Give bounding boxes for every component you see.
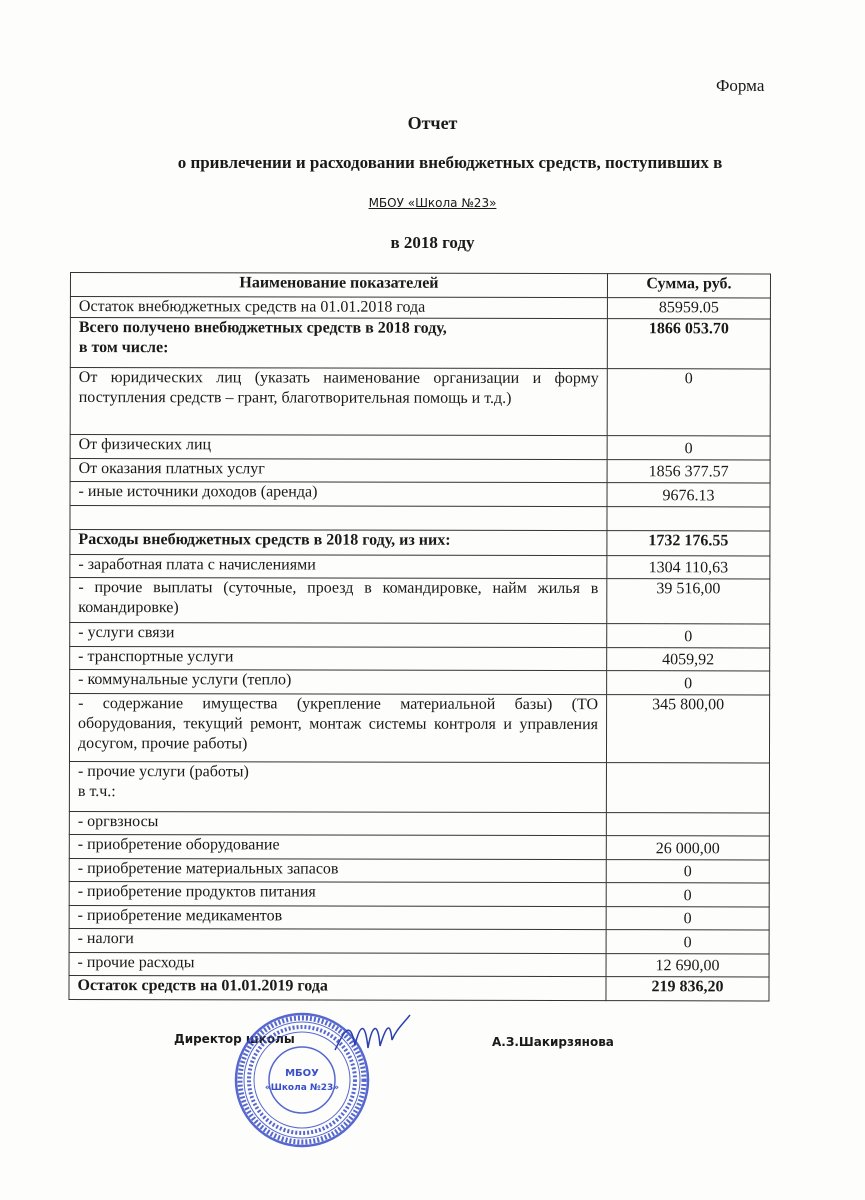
table-row (70, 368, 770, 436)
row-label: - налоги (69, 928, 606, 953)
table-row (70, 482, 770, 507)
table-row (70, 578, 770, 624)
table-row (69, 762, 769, 813)
column-header-amount: Сумма, руб. (607, 274, 770, 298)
row-amount: 1304 110,63 (607, 556, 770, 579)
row-amount: 0 (607, 671, 770, 695)
row-amount: 12 690,00 (606, 954, 769, 977)
report-table (68, 272, 771, 1001)
row-amount: 0 (606, 907, 769, 930)
report-title: Отчет (407, 113, 458, 133)
row-amount: 0 (606, 860, 769, 883)
row-amount: 1866 053.70 (607, 319, 770, 369)
row-label: - приобретение продуктов питания (69, 881, 606, 906)
table-row (69, 905, 769, 929)
row-amount: 0 (607, 369, 770, 436)
row-amount (607, 507, 770, 531)
row-label: - приобретение оборудование (69, 834, 606, 859)
table-row (70, 459, 770, 483)
table-row (69, 881, 769, 906)
table-row (70, 530, 770, 556)
row-amount: 1732 176.55 (607, 531, 770, 556)
director-title: Директор школы (174, 1032, 295, 1046)
row-amount: 85959.05 (607, 298, 770, 319)
row-label: От оказания платных услуг (70, 459, 607, 483)
row-label: - коммунальные услуги (тепло) (70, 670, 607, 695)
row-amount: 0 (606, 883, 769, 907)
table-row (69, 952, 769, 976)
table-row (70, 670, 770, 695)
row-amount: 26 000,00 (606, 836, 769, 860)
row-label: Остаток средств на 01.01.2019 года (69, 975, 606, 1000)
row-label (70, 506, 607, 531)
row-amount: 0 (606, 930, 769, 954)
row-amount: 4059,92 (607, 648, 770, 671)
row-amount: 0 (607, 624, 770, 648)
row-label: - прочие услуги (работы) в т.ч.: (69, 762, 606, 813)
row-label: От физических лиц (70, 435, 607, 460)
table-row (70, 318, 770, 369)
row-label: - приобретение медикаментов (69, 905, 606, 929)
row-label: - иные источники доходов (аренда) (70, 482, 607, 507)
row-label: - оргвзносы (69, 811, 606, 835)
row-label: - прочие расходы (69, 952, 606, 976)
table-row (69, 975, 769, 1000)
row-label: От юридических лиц (указать наименование организации и форму поступления средств – грант, благотворительная помощь и т.д.) (70, 368, 607, 436)
row-label: - заработная плата с начислениями (70, 555, 607, 579)
row-label: - прочие выплаты (суточные, проезд в командировке, найм жилья в командировке) (70, 578, 607, 624)
column-header-indicator: Наименование показателей (70, 273, 607, 298)
table-row (70, 555, 770, 579)
table-header-row (70, 273, 770, 298)
row-label: Остаток внебюджетных средств на 01.01.2018 года (70, 297, 607, 319)
row-amount (606, 763, 769, 813)
table-row (69, 811, 769, 835)
table-row (70, 647, 770, 671)
row-label: - транспортные услуги (70, 647, 607, 671)
table-row (69, 858, 769, 882)
table-row (70, 623, 770, 648)
table-row (70, 435, 770, 460)
row-amount: 345 800,00 (606, 695, 769, 763)
report-period: в 2018 году (390, 233, 475, 252)
row-label: - приобретение материальных запасов (69, 858, 606, 882)
svg-text:«Школа №23»: «Школа №23» (264, 1083, 340, 1093)
form-label: Форма (716, 76, 765, 95)
row-amount: 1856 377.57 (607, 460, 770, 483)
table-row (69, 928, 769, 953)
row-amount: 0 (607, 436, 770, 460)
row-label: Расходы внебюджетных средств в 2018 году, из них: (70, 530, 607, 556)
signature-icon (330, 1010, 420, 1060)
svg-text:МБОУ: МБОУ (285, 1068, 319, 1079)
row-amount: 219 836,20 (606, 977, 769, 1001)
row-amount: 9676.13 (607, 483, 770, 507)
table-row (69, 834, 769, 859)
director-name: А.З.Шакирзянова (492, 1035, 614, 1049)
row-label: - услуги связи (70, 623, 607, 648)
organization-text: МБОУ «Школа №23» (368, 196, 497, 210)
row-label: Всего получено внебюджетных средств в 2018 году, в том числе: (70, 318, 607, 369)
report-subtitle: о привлечении и расходовании внебюджетных средств, поступивших в (177, 153, 723, 172)
row-label: - содержание имущества (укрепление материальной базы) (ТО оборудования, текущий ремонт, монтаж системы контроля и управления досугом, прочие работы) (69, 694, 606, 763)
row-amount (606, 813, 769, 836)
organization-name (0, 196, 865, 210)
table-row (69, 694, 769, 763)
table-row (70, 506, 770, 531)
table-row (70, 297, 770, 319)
row-amount: 39 516,00 (607, 579, 770, 624)
